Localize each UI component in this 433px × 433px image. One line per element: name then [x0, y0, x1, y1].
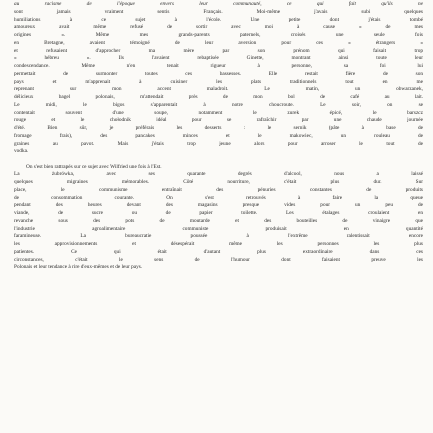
text-line: et refusaient d'approcher ma mère par son prénom qui faisait trop [14, 47, 423, 54]
text-line: fromage frais), des pancakes minces et le makowiec, un rouleau de [14, 132, 423, 139]
text-line: l'industrie agroalimentaire communiste produisait en quantité [14, 225, 423, 232]
text-line: Le midi, le bigos s'apparentait à notre choucroute. Le soir, on se [14, 101, 423, 108]
text-line: faramineuse. La bureaucratie poussée à l'extrême ralentissait encore [14, 233, 423, 240]
text-line: condescendance. Même n'en tenait rigueur à personne, sa foi lui [14, 63, 423, 69]
text-line: humiliations à ce sujet à l'école. Une petite dont j'étais tombé [14, 16, 423, 23]
text-line: revanche sous des pots de moutarde et des bouteilles de vinaigre que [14, 217, 423, 224]
text-line: vodka. [14, 148, 29, 155]
text-line: rouge et le chołodnik idéal pour se rafraîchir par une chaude journée [14, 117, 423, 124]
text-line: viande, de sucre ou de papier toilette. Les étalages croulaient en [14, 210, 423, 216]
text-line: La żubrówka, avec ses quarante degrés d'alcool, nous a laissé [14, 171, 423, 178]
text-line: circonstances, c'était le sens de l'humour dont faisaient preuve les [14, 256, 423, 263]
text-line: les approvisionnements et désespérait même les personnes les plus [14, 241, 423, 247]
text-line: quelques migraines mémorables. Côté nourriture, c'était plus dur. Sur [14, 179, 423, 185]
text-line: graines au pavot. Mais j'étais trop jeune alors pour arroser le tout de [14, 140, 423, 147]
text-line: contentait souvent d'une soupe, notamment le zurek épicé, le barszcz [14, 109, 423, 116]
text-line: sont jamais vraiment sentis Français. Moi-même j'avais subi quelques [14, 8, 423, 15]
text-line: pays et m'apprenait à cuisiner les plats traditionnels tout en me [14, 78, 423, 85]
text-line: place, le communisme entraînait des pénuries constantes de produits [14, 186, 423, 193]
text-line: au racisme de l'époque envers leur communauté, ce qui fait qu'ils ne [14, 1, 423, 7]
text-line: reprenant sur mon accent maladroit. Le matin, un obwarzanek, [14, 86, 423, 93]
text-line: pendant des heures devant des magasins presque vides pour un peu de [14, 202, 423, 209]
text-line: amoureux avait même refusé de sortir avec moi à cause « de mes [14, 24, 423, 31]
text-line: d'été. Bien sûr, je préférais les desserts : le sernik (pâte à base de [14, 125, 423, 131]
text-line: de consommation courante. On s'est retrouvés à faire la queue [14, 194, 423, 201]
paragraph-1 [14, 1, 423, 156]
text-line: permettait de surmonter toutes ces bassesses. Elle restait fière de son [14, 70, 423, 77]
text-line: en Bretagne, avaient témoigné de leur aversion pour ces « étrangers » [14, 39, 423, 46]
text-line: « hébreu ». Ils l'avaient rebaptisée Ginette, montrant ainsi toute leur [14, 55, 423, 62]
text-line: origines ». Même mes grands-parents paternels, croisés une seule fois [14, 32, 423, 38]
text-line: On s'est bien rattrapés sur ce sujet avec Wilfried une fois à l'Est. [26, 163, 162, 170]
text-line: délicieux bagel polonais, m'attendait près de mon bol de café au lait. [14, 94, 423, 100]
text-line: patientes. Ce qui était d'autant plus extraordinaire dans ces [14, 248, 423, 255]
paragraph-2 [14, 164, 423, 273]
text-line: Polonais et leur tendance à rire d'eux-mêmes et de leur pays. [14, 264, 143, 271]
